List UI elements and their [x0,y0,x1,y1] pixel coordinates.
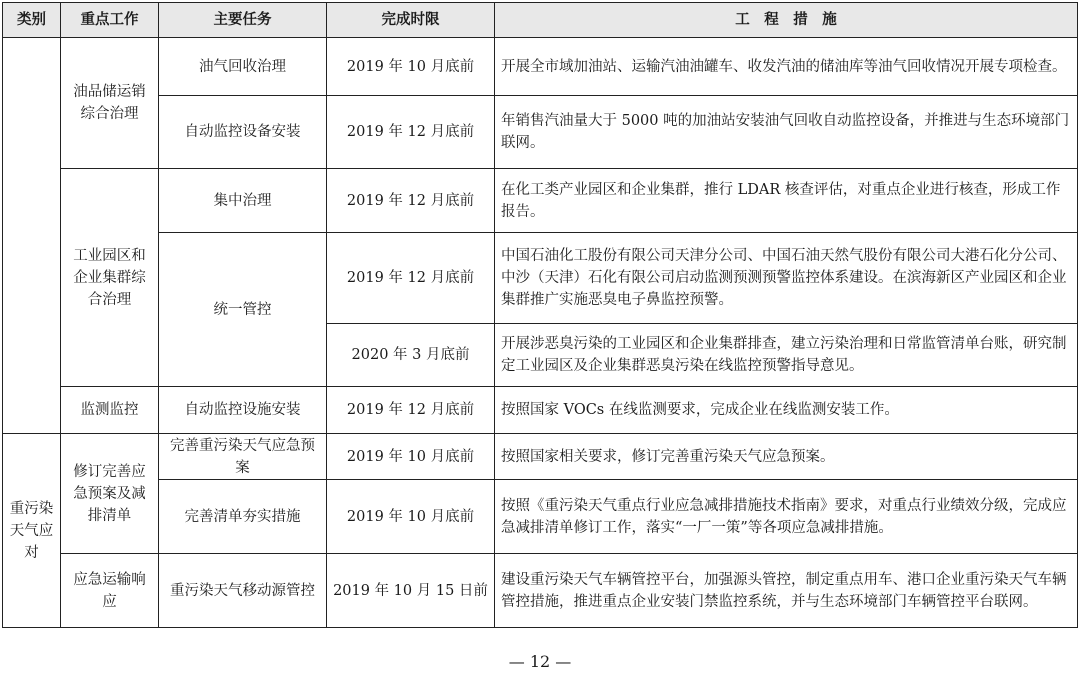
deadline-cell: 2020 年 3 月底前 [327,324,495,387]
header-key-work: 重点工作 [61,3,159,38]
measure-cell: 按照国家相关要求，修订完善重污染天气应急预案。 [495,434,1078,480]
category-cell-heavy-pollution: 重污染天气应对 [3,434,61,628]
deadline-cell: 2019 年 12 月底前 [327,233,495,324]
measures-table [2,2,1078,628]
header-deadline: 完成时限 [327,3,495,38]
deadline-cell: 2019 年 12 月底前 [327,96,495,169]
page-number: — 12 — [508,652,572,671]
task-cell: 完善清单夯实措施 [159,480,327,554]
task-cell: 重污染天气移动源管控 [159,554,327,628]
table-header-row [3,3,1078,38]
measure-cell: 按照国家 VOCs 在线监测要求，完成企业在线监测安装工作。 [495,387,1078,434]
deadline-cell: 2019 年 10 月底前 [327,434,495,480]
deadline-cell: 2019 年 12 月底前 [327,387,495,434]
deadline-cell: 2019 年 10 月 15 日前 [327,554,495,628]
table-row [3,169,1078,233]
table-row [3,480,1078,554]
group-revise: 修订完善应急预案及减排清单 [61,434,159,554]
group-industrial: 工业园区和企业集群综合治理 [61,169,159,387]
task-cell: 集中治理 [159,169,327,233]
task-cell: 油气回收治理 [159,38,327,96]
table-row [3,387,1078,434]
task-cell: 自动监控设备安装 [159,96,327,169]
measure-cell: 建设重污染天气车辆管控平台，加强源头管控，制定重点用车、港口企业重污染天气车辆管控措施，推进重点企业安装门禁监控系统，并与生态环境部门车辆管控平台联网。 [495,554,1078,628]
measure-cell: 按照《重污染天气重点行业应急减排措施技术指南》要求，对重点行业绩效分级，完成应急减排清单修订工作，落实“一厂一策”等各项应急减排措施。 [495,480,1078,554]
header-measures: 工 程 措 施 [495,3,1078,38]
group-transport: 应急运输响应 [61,554,159,628]
group-monitoring: 监测监控 [61,387,159,434]
deadline-cell: 2019 年 10 月底前 [327,480,495,554]
group-oil: 油品储运销综合治理 [61,38,159,169]
measure-cell: 开展涉恶臭污染的工业园区和企业集群排查，建立污染治理和日常监管清单台账，研究制定工业园区及企业集群恶臭污染在线监控预警指导意见。 [495,324,1078,387]
task-cell: 统一管控 [159,233,327,387]
table-row [3,434,1078,480]
task-cell: 完善重污染天气应急预案 [159,434,327,480]
header-category: 类别 [3,3,61,38]
table-row [3,233,1078,324]
task-cell: 自动监控设施安装 [159,387,327,434]
deadline-cell: 2019 年 12 月底前 [327,169,495,233]
category-cell-empty [3,38,61,434]
table-row [3,554,1078,628]
measure-cell: 在化工类产业园区和企业集群，推行 LDAR 核查评估，对重点企业进行核查，形成工作报告。 [495,169,1078,233]
table-row [3,38,1078,96]
measure-cell: 中国石油化工股份有限公司天津分公司、中国石油天然气股份有限公司大港石化分公司、中沙（天津）石化有限公司启动监测预测预警监控体系建设。在滨海新区产业园区和企业集群推广实施恶臭电子鼻监控预警。 [495,233,1078,324]
header-main-task: 主要任务 [159,3,327,38]
deadline-cell: 2019 年 10 月底前 [327,38,495,96]
measure-cell: 年销售汽油量大于 5000 吨的加油站安装油气回收自动监控设备，并推进与生态环境部门联网。 [495,96,1078,169]
measure-cell: 开展全市域加油站、运输汽油油罐车、收发汽油的储油库等油气回收情况开展专项检查。 [495,38,1078,96]
table-row [3,96,1078,169]
